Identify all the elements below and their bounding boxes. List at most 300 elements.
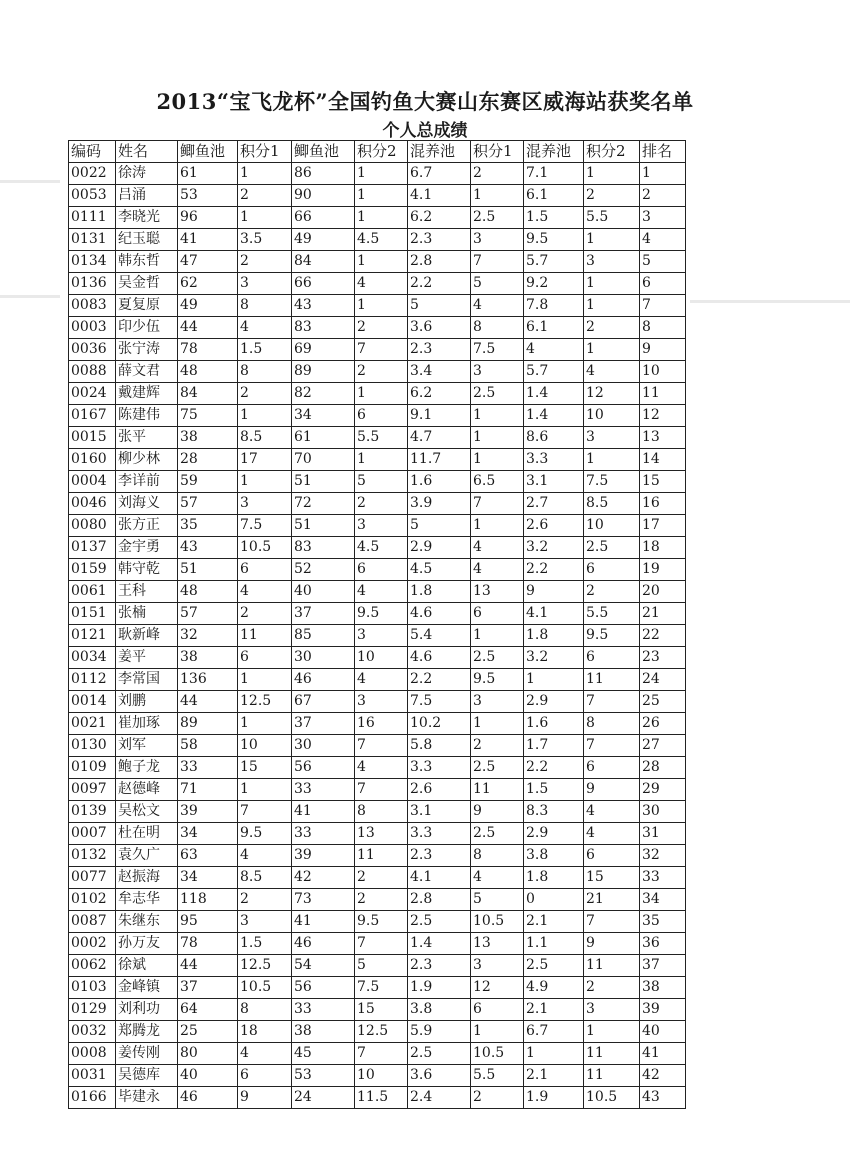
cell-code: 0097	[69, 779, 116, 801]
table-row	[69, 757, 686, 779]
table-row	[69, 603, 686, 625]
cell-mixed-points-1: 2	[471, 735, 524, 757]
cell-mixed-pond-2: 2.6	[524, 515, 584, 537]
cell-mixed-pond-2: 1.5	[524, 207, 584, 229]
cell-name: 牟志华	[116, 889, 178, 911]
cell-crucian-pond-2: 72	[292, 493, 355, 515]
cell-name: 刘利功	[116, 999, 178, 1021]
cell-name: 吴金哲	[116, 273, 178, 295]
cell-mixed-points-1: 1	[471, 405, 524, 427]
cell-crucian-pond-2: 70	[292, 449, 355, 471]
cell-code: 0136	[69, 273, 116, 295]
cell-mixed-pond-1: 11.7	[408, 449, 471, 471]
cell-name: 孙万友	[116, 933, 178, 955]
cell-crucian-pond-1: 40	[178, 1065, 238, 1087]
table-row	[69, 405, 686, 427]
cell-crucian-pond-2: 84	[292, 251, 355, 273]
table-row	[69, 1087, 686, 1109]
cell-points-1: 2	[238, 889, 292, 911]
cell-crucian-pond-2: 89	[292, 361, 355, 383]
cell-mixed-pond-1: 3.3	[408, 823, 471, 845]
table-row	[69, 911, 686, 933]
cell-mixed-pond-2: 1.7	[524, 735, 584, 757]
cell-points-2: 3	[355, 515, 408, 537]
cell-mixed-pond-2: 3.8	[524, 845, 584, 867]
cell-rank: 20	[640, 581, 686, 603]
cell-code: 0015	[69, 427, 116, 449]
table-row	[69, 779, 686, 801]
cell-mixed-pond-2: 8.3	[524, 801, 584, 823]
cell-mixed-points-2: 1	[584, 295, 640, 317]
cell-crucian-pond-2: 83	[292, 317, 355, 339]
cell-points-2: 4	[355, 581, 408, 603]
cell-rank: 27	[640, 735, 686, 757]
cell-name: 崔加琢	[116, 713, 178, 735]
cell-mixed-pond-2: 1.1	[524, 933, 584, 955]
cell-mixed-points-2: 2	[584, 977, 640, 999]
cell-rank: 3	[640, 207, 686, 229]
cell-points-1: 7.5	[238, 515, 292, 537]
cell-points-1: 6	[238, 1065, 292, 1087]
table-row	[69, 581, 686, 603]
cell-points-2: 5	[355, 471, 408, 493]
table-row	[69, 977, 686, 999]
cell-mixed-points-2: 4	[584, 801, 640, 823]
cell-points-1: 7	[238, 801, 292, 823]
column-header-points-1: 积分1	[238, 141, 292, 163]
cell-crucian-pond-2: 51	[292, 515, 355, 537]
column-header-crucian-pond-2: 鲫鱼池	[292, 141, 355, 163]
cell-mixed-points-2: 12	[584, 383, 640, 405]
cell-code: 0062	[69, 955, 116, 977]
cell-rank: 30	[640, 801, 686, 823]
cell-mixed-pond-2: 5.7	[524, 251, 584, 273]
cell-mixed-pond-2: 1	[524, 669, 584, 691]
cell-name: 张方正	[116, 515, 178, 537]
cell-points-2: 1	[355, 295, 408, 317]
table-body	[69, 163, 686, 1109]
cell-mixed-points-2: 3	[584, 251, 640, 273]
cell-points-2: 7	[355, 933, 408, 955]
cell-mixed-points-1: 2.5	[471, 207, 524, 229]
cell-mixed-pond-2: 2.5	[524, 955, 584, 977]
cell-crucian-pond-1: 118	[178, 889, 238, 911]
cell-points-2: 10	[355, 647, 408, 669]
table-row	[69, 251, 686, 273]
table-row	[69, 1021, 686, 1043]
table-row	[69, 647, 686, 669]
cell-mixed-pond-1: 5.9	[408, 1021, 471, 1043]
cell-points-2: 6	[355, 559, 408, 581]
table-row	[69, 999, 686, 1021]
cell-crucian-pond-1: 44	[178, 691, 238, 713]
column-header-points-2: 积分2	[355, 141, 408, 163]
cell-mixed-pond-2: 9.5	[524, 229, 584, 251]
cell-name: 赵振海	[116, 867, 178, 889]
cell-name: 张楠	[116, 603, 178, 625]
cell-name: 吴松文	[116, 801, 178, 823]
cell-rank: 25	[640, 691, 686, 713]
cell-crucian-pond-2: 56	[292, 757, 355, 779]
column-header-name: 姓名	[116, 141, 178, 163]
cell-mixed-pond-1: 2.3	[408, 955, 471, 977]
cell-points-1: 18	[238, 1021, 292, 1043]
cell-points-1: 8.5	[238, 867, 292, 889]
cell-mixed-pond-1: 2.6	[408, 779, 471, 801]
cell-mixed-pond-2: 1.8	[524, 625, 584, 647]
cell-mixed-pond-2: 2.2	[524, 559, 584, 581]
cell-mixed-points-2: 1	[584, 229, 640, 251]
cell-crucian-pond-2: 45	[292, 1043, 355, 1065]
cell-code: 0159	[69, 559, 116, 581]
cell-name: 姜传刚	[116, 1043, 178, 1065]
cell-points-1: 3	[238, 911, 292, 933]
cell-code: 0021	[69, 713, 116, 735]
cell-points-2: 5.5	[355, 427, 408, 449]
cell-mixed-points-1: 1	[471, 515, 524, 537]
table-row	[69, 713, 686, 735]
cell-mixed-pond-1: 4.7	[408, 427, 471, 449]
cell-mixed-points-1: 7	[471, 493, 524, 515]
cell-mixed-pond-2: 2.1	[524, 1065, 584, 1087]
cell-points-1: 9	[238, 1087, 292, 1109]
cell-points-1: 4	[238, 845, 292, 867]
cell-mixed-pond-1: 4.6	[408, 603, 471, 625]
cell-name: 姜平	[116, 647, 178, 669]
cell-crucian-pond-1: 41	[178, 229, 238, 251]
cell-code: 0080	[69, 515, 116, 537]
cell-crucian-pond-1: 89	[178, 713, 238, 735]
cell-mixed-points-2: 8.5	[584, 493, 640, 515]
cell-crucian-pond-1: 58	[178, 735, 238, 757]
table-row	[69, 383, 686, 405]
cell-name: 刘军	[116, 735, 178, 757]
cell-rank: 22	[640, 625, 686, 647]
cell-mixed-points-2: 21	[584, 889, 640, 911]
cell-code: 0034	[69, 647, 116, 669]
cell-points-2: 1	[355, 383, 408, 405]
cell-mixed-points-1: 9.5	[471, 669, 524, 691]
cell-points-1: 12.5	[238, 955, 292, 977]
cell-name: 朱继东	[116, 911, 178, 933]
cell-code: 0121	[69, 625, 116, 647]
cell-rank: 21	[640, 603, 686, 625]
cell-name: 耿新峰	[116, 625, 178, 647]
cell-crucian-pond-1: 80	[178, 1043, 238, 1065]
cell-mixed-pond-1: 2.3	[408, 339, 471, 361]
cell-mixed-points-1: 3	[471, 691, 524, 713]
cell-mixed-pond-1: 3.9	[408, 493, 471, 515]
cell-name: 薛文君	[116, 361, 178, 383]
cell-name: 李晓光	[116, 207, 178, 229]
cell-crucian-pond-1: 44	[178, 317, 238, 339]
cell-crucian-pond-2: 52	[292, 559, 355, 581]
cell-points-1: 3	[238, 273, 292, 295]
cell-mixed-points-2: 6	[584, 647, 640, 669]
cell-name: 韩东哲	[116, 251, 178, 273]
cell-mixed-points-1: 1	[471, 713, 524, 735]
table-row	[69, 669, 686, 691]
cell-mixed-pond-1: 5	[408, 515, 471, 537]
cell-mixed-points-1: 13	[471, 581, 524, 603]
cell-crucian-pond-2: 69	[292, 339, 355, 361]
cell-mixed-points-1: 4	[471, 295, 524, 317]
cell-points-1: 1	[238, 405, 292, 427]
cell-crucian-pond-2: 46	[292, 933, 355, 955]
cell-name: 李详前	[116, 471, 178, 493]
cell-points-2: 7	[355, 735, 408, 757]
cell-mixed-points-1: 1	[471, 185, 524, 207]
table-row	[69, 229, 686, 251]
column-header-mixed-pond-1: 混养池	[408, 141, 471, 163]
cell-code: 0032	[69, 1021, 116, 1043]
cell-points-1: 4	[238, 317, 292, 339]
cell-mixed-points-2: 2.5	[584, 537, 640, 559]
cell-crucian-pond-1: 48	[178, 581, 238, 603]
cell-points-2: 9.5	[355, 603, 408, 625]
cell-mixed-pond-2: 0	[524, 889, 584, 911]
cell-crucian-pond-2: 51	[292, 471, 355, 493]
cell-points-1: 1.5	[238, 339, 292, 361]
cell-points-1: 3.5	[238, 229, 292, 251]
cell-points-2: 6	[355, 405, 408, 427]
cell-crucian-pond-2: 40	[292, 581, 355, 603]
cell-code: 0160	[69, 449, 116, 471]
cell-points-2: 8	[355, 801, 408, 823]
cell-code: 0111	[69, 207, 116, 229]
cell-points-2: 12.5	[355, 1021, 408, 1043]
cell-mixed-points-1: 3	[471, 955, 524, 977]
cell-points-1: 2	[238, 185, 292, 207]
cell-code: 0112	[69, 669, 116, 691]
table-row	[69, 515, 686, 537]
cell-mixed-points-2: 11	[584, 1065, 640, 1087]
cell-code: 0132	[69, 845, 116, 867]
cell-mixed-pond-2: 1.4	[524, 405, 584, 427]
cell-points-1: 2	[238, 603, 292, 625]
table-row	[69, 889, 686, 911]
cell-points-1: 17	[238, 449, 292, 471]
table-row	[69, 1043, 686, 1065]
cell-crucian-pond-2: 33	[292, 999, 355, 1021]
cell-mixed-points-2: 1	[584, 163, 640, 185]
cell-mixed-points-2: 6	[584, 559, 640, 581]
cell-mixed-pond-2: 1.6	[524, 713, 584, 735]
cell-mixed-points-1: 1	[471, 427, 524, 449]
cell-crucian-pond-1: 46	[178, 1087, 238, 1109]
table-row	[69, 1065, 686, 1087]
cell-crucian-pond-1: 64	[178, 999, 238, 1021]
cell-mixed-points-2: 1	[584, 339, 640, 361]
cell-mixed-pond-2: 6.7	[524, 1021, 584, 1043]
cell-code: 0007	[69, 823, 116, 845]
cell-points-1: 1	[238, 713, 292, 735]
cell-mixed-points-1: 6	[471, 603, 524, 625]
cell-name: 杜在明	[116, 823, 178, 845]
cell-mixed-points-1: 5	[471, 889, 524, 911]
cell-mixed-pond-2: 9	[524, 581, 584, 603]
cell-name: 毕建永	[116, 1087, 178, 1109]
cell-code: 0036	[69, 339, 116, 361]
cell-rank: 12	[640, 405, 686, 427]
cell-points-1: 1	[238, 471, 292, 493]
cell-points-1: 1	[238, 207, 292, 229]
cell-rank: 39	[640, 999, 686, 1021]
cell-mixed-pond-1: 2.3	[408, 229, 471, 251]
cell-name: 金宇勇	[116, 537, 178, 559]
cell-crucian-pond-2: 86	[292, 163, 355, 185]
cell-points-2: 7.5	[355, 977, 408, 999]
cell-crucian-pond-1: 49	[178, 295, 238, 317]
cell-crucian-pond-1: 63	[178, 845, 238, 867]
cell-points-2: 3	[355, 691, 408, 713]
cell-mixed-points-1: 2.5	[471, 383, 524, 405]
column-header-mixed-points-1: 积分1	[471, 141, 524, 163]
cell-rank: 28	[640, 757, 686, 779]
cell-points-2: 2	[355, 361, 408, 383]
cell-mixed-points-2: 3	[584, 999, 640, 1021]
cell-mixed-points-2: 6	[584, 845, 640, 867]
cell-points-1: 1.5	[238, 933, 292, 955]
cell-crucian-pond-1: 47	[178, 251, 238, 273]
cell-name: 柳少林	[116, 449, 178, 471]
cell-crucian-pond-1: 96	[178, 207, 238, 229]
cell-crucian-pond-2: 33	[292, 779, 355, 801]
cell-mixed-points-2: 5.5	[584, 603, 640, 625]
cell-mixed-points-1: 3	[471, 229, 524, 251]
scan-artifact	[0, 295, 60, 298]
cell-crucian-pond-2: 83	[292, 537, 355, 559]
table-row	[69, 625, 686, 647]
cell-rank: 10	[640, 361, 686, 383]
cell-points-2: 5	[355, 955, 408, 977]
cell-crucian-pond-1: 43	[178, 537, 238, 559]
cell-mixed-points-2: 2	[584, 581, 640, 603]
cell-mixed-pond-1: 10.2	[408, 713, 471, 735]
cell-mixed-points-1: 4	[471, 537, 524, 559]
cell-rank: 40	[640, 1021, 686, 1043]
column-header-mixed-pond-2: 混养池	[524, 141, 584, 163]
cell-mixed-pond-2: 4.1	[524, 603, 584, 625]
cell-code: 0077	[69, 867, 116, 889]
cell-mixed-points-2: 1	[584, 1021, 640, 1043]
column-header-rank: 排名	[640, 141, 686, 163]
cell-crucian-pond-1: 33	[178, 757, 238, 779]
cell-name: 纪玉聪	[116, 229, 178, 251]
cell-points-2: 2	[355, 867, 408, 889]
cell-crucian-pond-2: 39	[292, 845, 355, 867]
cell-mixed-pond-1: 3.6	[408, 317, 471, 339]
cell-points-1: 12.5	[238, 691, 292, 713]
cell-points-2: 7	[355, 779, 408, 801]
cell-crucian-pond-1: 38	[178, 647, 238, 669]
cell-name: 陈建伟	[116, 405, 178, 427]
cell-mixed-pond-2: 2.1	[524, 999, 584, 1021]
cell-points-2: 9.5	[355, 911, 408, 933]
table-row	[69, 867, 686, 889]
cell-mixed-points-2: 7	[584, 691, 640, 713]
cell-crucian-pond-2: 30	[292, 647, 355, 669]
cell-rank: 15	[640, 471, 686, 493]
cell-name: 张宁涛	[116, 339, 178, 361]
cell-rank: 43	[640, 1087, 686, 1109]
cell-crucian-pond-2: 82	[292, 383, 355, 405]
cell-rank: 35	[640, 911, 686, 933]
cell-code: 0109	[69, 757, 116, 779]
cell-crucian-pond-1: 34	[178, 823, 238, 845]
table-header-row	[69, 141, 686, 163]
cell-crucian-pond-1: 32	[178, 625, 238, 647]
cell-crucian-pond-1: 95	[178, 911, 238, 933]
cell-mixed-pond-1: 6.7	[408, 163, 471, 185]
cell-mixed-pond-2: 2.1	[524, 911, 584, 933]
table-row	[69, 207, 686, 229]
cell-name: 袁久广	[116, 845, 178, 867]
cell-rank: 16	[640, 493, 686, 515]
cell-mixed-points-1: 1	[471, 625, 524, 647]
cell-code: 0139	[69, 801, 116, 823]
cell-code: 0014	[69, 691, 116, 713]
cell-mixed-points-2: 4	[584, 823, 640, 845]
cell-points-2: 1	[355, 185, 408, 207]
cell-rank: 5	[640, 251, 686, 273]
cell-crucian-pond-1: 38	[178, 427, 238, 449]
cell-points-1: 2	[238, 383, 292, 405]
cell-crucian-pond-2: 43	[292, 295, 355, 317]
cell-crucian-pond-2: 90	[292, 185, 355, 207]
cell-code: 0002	[69, 933, 116, 955]
cell-points-2: 2	[355, 317, 408, 339]
cell-name: 徐涛	[116, 163, 178, 185]
cell-mixed-points-1: 8	[471, 845, 524, 867]
cell-points-1: 15	[238, 757, 292, 779]
cell-crucian-pond-1: 61	[178, 163, 238, 185]
cell-mixed-pond-2: 3.3	[524, 449, 584, 471]
cell-mixed-points-2: 9	[584, 933, 640, 955]
cell-mixed-pond-1: 2.4	[408, 1087, 471, 1109]
cell-mixed-points-1: 4	[471, 867, 524, 889]
cell-mixed-pond-1: 2.5	[408, 1043, 471, 1065]
cell-crucian-pond-2: 61	[292, 427, 355, 449]
cell-mixed-pond-1: 6.2	[408, 207, 471, 229]
cell-mixed-points-1: 2.5	[471, 647, 524, 669]
cell-code: 0024	[69, 383, 116, 405]
cell-points-1: 10.5	[238, 977, 292, 999]
cell-mixed-points-2: 9.5	[584, 625, 640, 647]
cell-code: 0131	[69, 229, 116, 251]
cell-code: 0008	[69, 1043, 116, 1065]
cell-mixed-points-1: 5	[471, 273, 524, 295]
cell-code: 0022	[69, 163, 116, 185]
cell-name: 金峰镇	[116, 977, 178, 999]
cell-mixed-points-1: 2	[471, 163, 524, 185]
cell-mixed-points-1: 3	[471, 361, 524, 383]
cell-crucian-pond-1: 25	[178, 1021, 238, 1043]
cell-points-1: 4	[238, 581, 292, 603]
cell-mixed-pond-2: 6.1	[524, 185, 584, 207]
cell-crucian-pond-1: 59	[178, 471, 238, 493]
scan-artifact	[690, 300, 850, 303]
cell-mixed-pond-2: 5.7	[524, 361, 584, 383]
cell-mixed-pond-2: 6.1	[524, 317, 584, 339]
cell-mixed-points-1: 2	[471, 1087, 524, 1109]
cell-code: 0167	[69, 405, 116, 427]
cell-crucian-pond-2: 67	[292, 691, 355, 713]
cell-crucian-pond-1: 35	[178, 515, 238, 537]
cell-mixed-points-2: 10.5	[584, 1087, 640, 1109]
cell-crucian-pond-1: 62	[178, 273, 238, 295]
cell-points-1: 3	[238, 493, 292, 515]
